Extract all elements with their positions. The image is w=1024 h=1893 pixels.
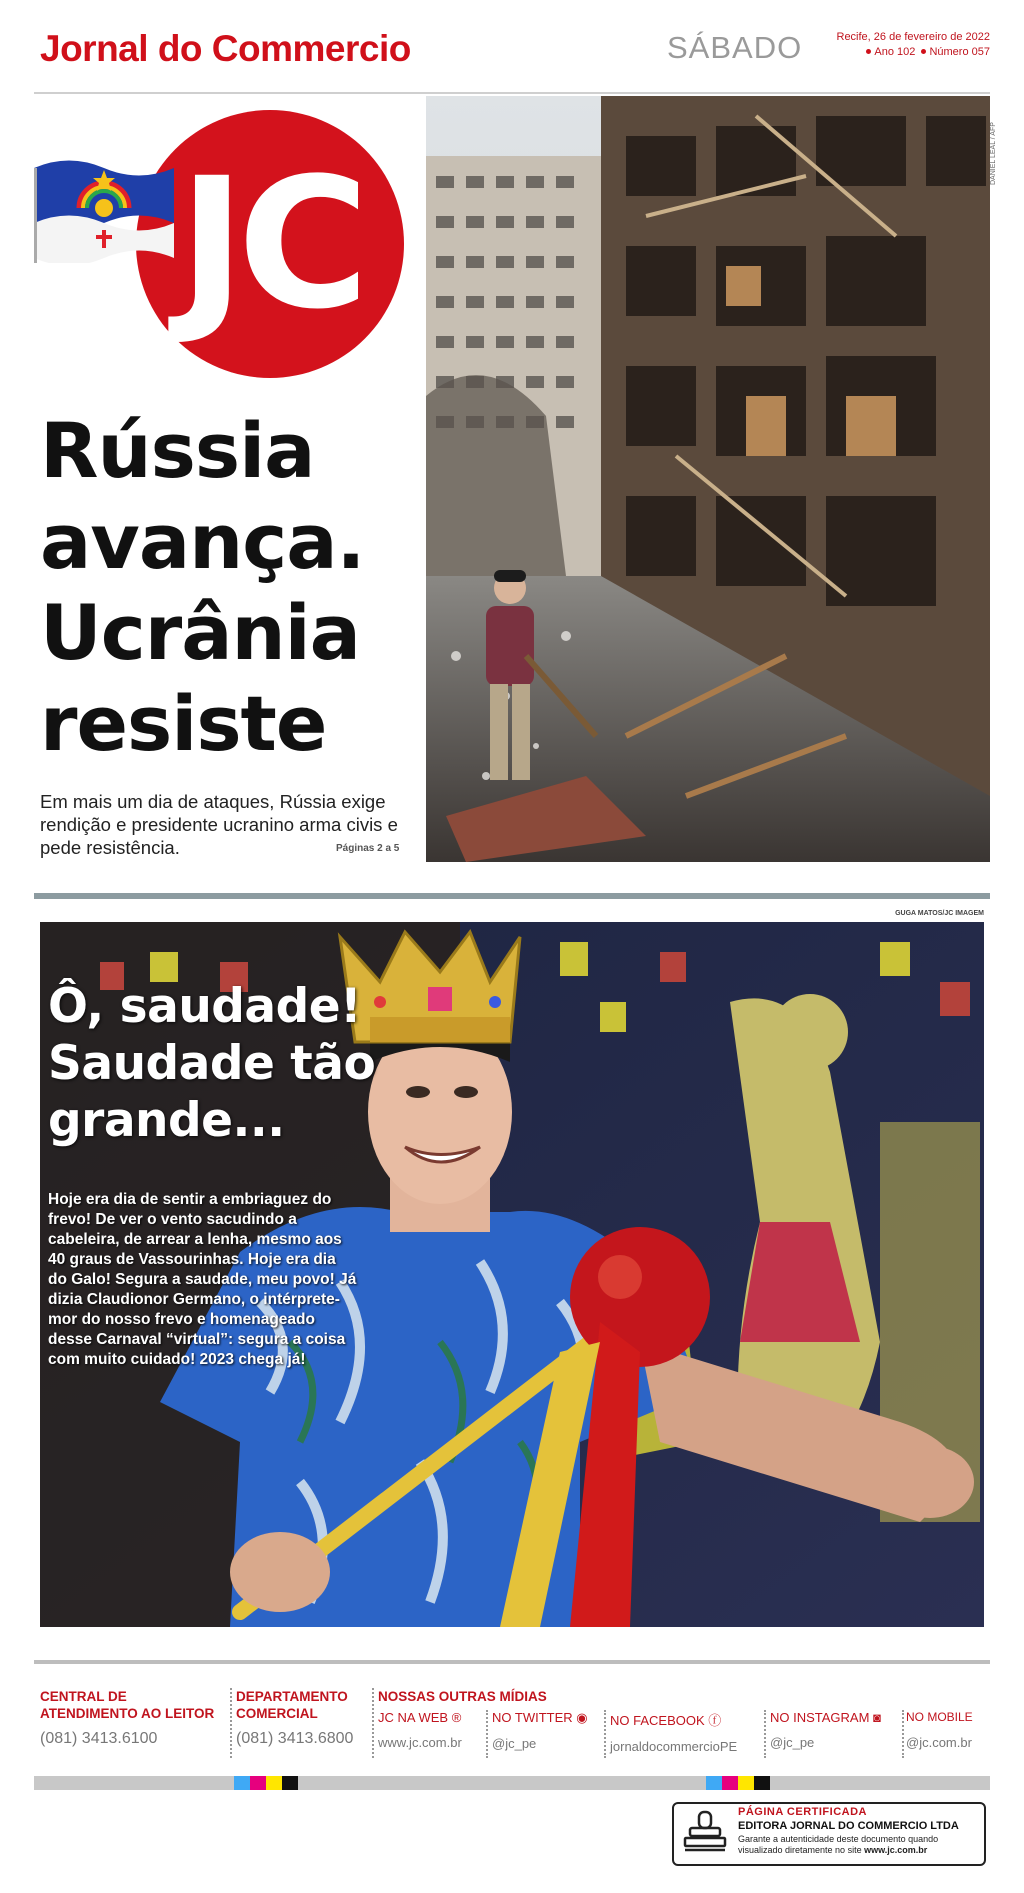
globe-icon: ® — [451, 1710, 462, 1725]
masthead-divider — [34, 92, 990, 94]
footer-central-block — [40, 1688, 230, 1748]
headline-line: resiste — [40, 679, 327, 768]
footer-separator — [486, 1710, 488, 1758]
color-swatch — [266, 1776, 282, 1790]
twitter-icon: ◉ — [576, 1710, 588, 1725]
lead-headline — [40, 405, 400, 769]
footer-divider-top — [34, 1660, 990, 1664]
facebook-icon: ⓕ — [708, 1713, 722, 1728]
stamp-icon — [682, 1810, 728, 1854]
midia-instagram — [770, 1710, 906, 1750]
footer-separator — [604, 1710, 606, 1758]
war-damage-photo — [426, 96, 990, 862]
pernambuco-flag-icon — [34, 148, 174, 263]
pages-reference: Páginas 2 a 5 — [336, 843, 400, 854]
midia-label: NO MOBILE — [906, 1710, 973, 1724]
color-swatch — [706, 1776, 722, 1790]
midia-value[interactable]: @jc.com.br — [906, 1735, 972, 1750]
carnival-headline-line: Ô, saudade! — [48, 979, 362, 1034]
section-divider — [34, 893, 990, 899]
masthead-day: SÁBADO — [667, 30, 803, 65]
color-swatch — [754, 1776, 770, 1790]
carnival-headline-line: Saudade tão — [48, 1036, 376, 1091]
instagram-icon: ◙ — [873, 1710, 881, 1725]
midia-value[interactable]: jornaldocommercioPE — [610, 1739, 738, 1754]
midia-value[interactable]: @jc_pe — [770, 1735, 815, 1750]
midia-label: NO TWITTER — [492, 1710, 573, 1725]
midia-value[interactable]: @jc_pe — [492, 1736, 537, 1751]
footer-separator — [372, 1688, 374, 1758]
midia-mobile — [906, 1710, 990, 1750]
masthead-year: Ano 102 — [874, 46, 916, 58]
jc-logo-letters: JC — [178, 139, 362, 349]
color-swatch — [250, 1776, 266, 1790]
carnival-body-text: Hoje era dia de sentir a embriaguez do frevo! De ver o vento sacudindo a cabeleira, de arrear a lenha, mesmo aos 40 graus de Vassourinhas. Hoje era dia do Galo! Segura a saudade, meu povo! Já dizia Claudionor Germano, o intérprete-mor do nosso frevo e homenageado desse Carnaval “virtual”: segura a coisa com muito cuidado! 2023 chega já! — [48, 1191, 357, 1368]
headline-line: avança. — [40, 497, 365, 586]
certificate-description: Garante a autenticidade deste documento quando visualizado diretamente no site — [738, 1834, 939, 1855]
masthead-issue: Número 057 — [929, 46, 990, 58]
carnival-photo-credit: GUGA MATOS/JC IMAGEM — [895, 910, 984, 917]
headline-line: Ucrânia — [40, 588, 360, 677]
lead-deck: Em mais um dia de ataques, Rússia exige rendição e presidente ucranino arma civis e pede resistência. — [40, 791, 398, 858]
central-phone: (081) 3413.6100 — [40, 1730, 158, 1747]
footer-comercial-block — [236, 1688, 376, 1748]
midia-facebook — [610, 1710, 760, 1754]
certificate-text — [738, 1834, 978, 1856]
certificate-site-link[interactable]: www.jc.com.br — [864, 1845, 928, 1855]
color-swatch — [738, 1776, 754, 1790]
footer-separator — [902, 1710, 904, 1758]
certificate-company: EDITORA JORNAL DO COMMERCIO LTDA — [738, 1820, 959, 1832]
masthead-info — [820, 30, 990, 60]
masthead-date: Recife, 26 de fevereiro de 2022 — [836, 31, 990, 43]
color-swatch — [282, 1776, 298, 1790]
midia-value[interactable]: www.jc.com.br — [378, 1735, 462, 1750]
midia-twitter — [492, 1710, 604, 1751]
footer-separator — [230, 1688, 232, 1758]
comercial-phone: (081) 3413.6800 — [236, 1730, 354, 1747]
headline-line: Rússia — [40, 406, 315, 495]
midia-web — [378, 1710, 484, 1750]
masthead-edition — [820, 45, 990, 60]
central-title-line: CENTRAL DE — [40, 1689, 127, 1704]
footer-separator — [764, 1710, 766, 1758]
certificate-label: PÁGINA CERTIFICADA — [738, 1806, 867, 1818]
comercial-title-line: DEPARTAMENTO — [236, 1689, 348, 1704]
carnival-headline — [48, 978, 408, 1149]
comercial-title-line: COMERCIAL — [236, 1706, 318, 1721]
midia-label: NO FACEBOOK — [610, 1713, 705, 1728]
central-title-line: ATENDIMENTO AO LEITOR — [40, 1706, 215, 1721]
midias-title: NOSSAS OUTRAS MÍDIAS — [378, 1689, 547, 1704]
color-swatch — [722, 1776, 738, 1790]
midia-label: NO INSTAGRAM — [770, 1710, 870, 1725]
color-swatch — [234, 1776, 250, 1790]
midia-label: JC NA WEB — [378, 1710, 449, 1725]
carnival-headline-line: grande... — [48, 1093, 285, 1148]
lead-photo-credit: DANIEL LEAL / AFP — [990, 122, 997, 185]
masthead-title: Jornal do Commercio — [40, 28, 411, 69]
footer-divider-bottom — [34, 1776, 990, 1790]
